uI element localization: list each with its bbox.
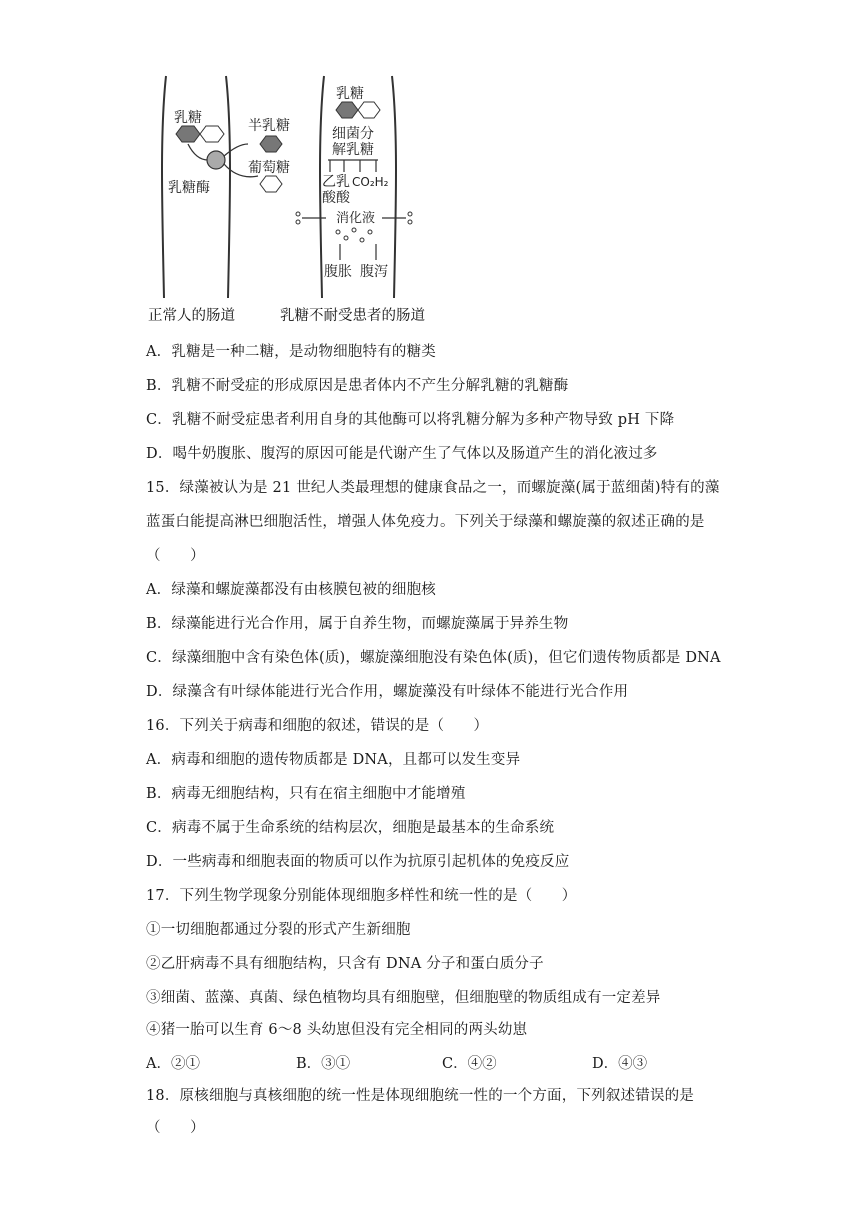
bacteria-label-line2: 解乳糖 [332,142,374,158]
q15-option-d: D．绿藻含有叶绿体能进行光合作用，螺旋藻没有叶绿体不能进行光合作用 [146,684,629,700]
gas-label: CO₂H₂ [352,175,389,189]
lactose-hexagon-light [200,126,224,142]
lactic-acetic-line1: 乙乳 [322,174,350,190]
glucose-label: 葡萄糖 [248,160,290,176]
q18-answer-blank: （ ） [146,1120,205,1136]
galactose-hexagon [260,136,282,152]
q15-option-c: C．绿藻细胞中含有染色体(质)，螺旋藻细胞没有染色体(质)，但它们遗传物质都是 DNA [146,650,721,666]
q17-item-4: ④猪一胎可以生育 6～8 头幼崽但没有完全相同的两头幼崽 [146,1022,528,1038]
q17-option-a: A．②① [146,1056,200,1072]
q16-option-b: B．病毒无细胞结构，只有在宿主细胞中才能增殖 [146,786,466,802]
q17-item-1: ①一切细胞都通过分裂的形式产生新细胞 [146,922,411,938]
lactase-enzyme [207,151,225,169]
lactose-intolerance-figure [140,72,450,330]
q18-stem-line1: 18．原核细胞与真核细胞的统一性是体现细胞统一性的一个方面，下列叙述错误的是 [146,1088,695,1104]
q16-option-a: A．病毒和细胞的遗传物质都是 DNA，且都可以发生变异 [146,752,521,768]
lactase-label: 乳糖酶 [168,180,210,196]
lactose-hexagon-dark [336,102,358,118]
diarrhea-label: 腹泻 [360,264,388,280]
bacteria-label-line1: 细菌分 [332,126,374,142]
lactose-label: 乳糖 [174,110,202,126]
q16-option-d: D．一些病毒和细胞表面的物质可以作为抗原引起机体的免疫反应 [146,854,570,870]
lactose-intolerant-intestine-panel [280,76,425,324]
q15-stem-line1: 15．绿藻被认为是 21 世纪人类最理想的健康食品之一，而螺旋藻(属于蓝细菌)特有的藻 [146,480,720,496]
lactose-hexagon-dark [176,126,200,142]
right-intestine-wall [392,76,396,298]
q17-item-2: ②乙肝病毒不具有细胞结构，只含有 DNA 分子和蛋白质分子 [146,956,544,972]
q14-option-d: D．喝牛奶腹胀、腹泻的原因可能是代谢产生了气体以及肠道产生的消化液过多 [146,446,658,462]
q17-stem: 17．下列生物学现象分别能体现细胞多样性和统一性的是（ ） [146,888,577,904]
lactose-label: 乳糖 [336,86,364,102]
normal-intestine-caption: 正常人的肠道 [148,308,235,324]
bloating-label: 腹胀 [324,264,352,280]
q15-option-b: B．绿藻能进行光合作用，属于自养生物，而螺旋藻属于异养生物 [146,616,569,632]
left-intestine-wall [162,76,166,298]
left-intestine-wall [226,76,230,298]
digestive-fluid-label: 消化液 [336,211,376,226]
lactic-acetic-line2: 酸酸 [322,190,350,206]
q14-option-b: B．乳糖不耐受症的形成原因是患者体内不产生分解乳糖的乳糖酶 [146,378,569,394]
q17-option-b: B．③① [296,1056,351,1072]
q14-option-c: C．乳糖不耐受症患者利用自身的其他酶可以将乳糖分解为多种产物导致 pH 下降 [146,412,675,428]
q16-stem: 16．下列关于病毒和细胞的叙述，错误的是（ ） [146,718,489,734]
q15-answer-blank: （ ） [146,548,205,564]
q17-options-row [146,1052,786,1072]
q15-stem-line2: 蓝蛋白能提高淋巴细胞活性，增强人体免疫力。下列关于绿藻和螺旋藻的叙述正确的是 [146,514,705,530]
q17-option-d: D．④③ [592,1056,648,1072]
intolerant-intestine-caption: 乳糖不耐受患者的肠道 [280,308,425,324]
q16-option-c: C．病毒不属于生命系统的结构层次，细胞是最基本的生命系统 [146,820,555,836]
lactose-hexagon-light [358,102,380,118]
normal-intestine-panel [148,76,290,324]
q17-option-c: C．④② [442,1056,497,1072]
q14-option-a: A．乳糖是一种二糖，是动物细胞特有的糖类 [146,344,436,360]
q15-option-a: A．绿藻和螺旋藻都没有由核膜包被的细胞核 [146,582,436,598]
q17-item-3: ③细菌、蓝藻、真菌、绿色植物均具有细胞壁，但细胞壁的物质组成有一定差异 [146,990,661,1006]
glucose-hexagon [260,176,282,192]
galactose-label: 半乳糖 [248,118,290,134]
